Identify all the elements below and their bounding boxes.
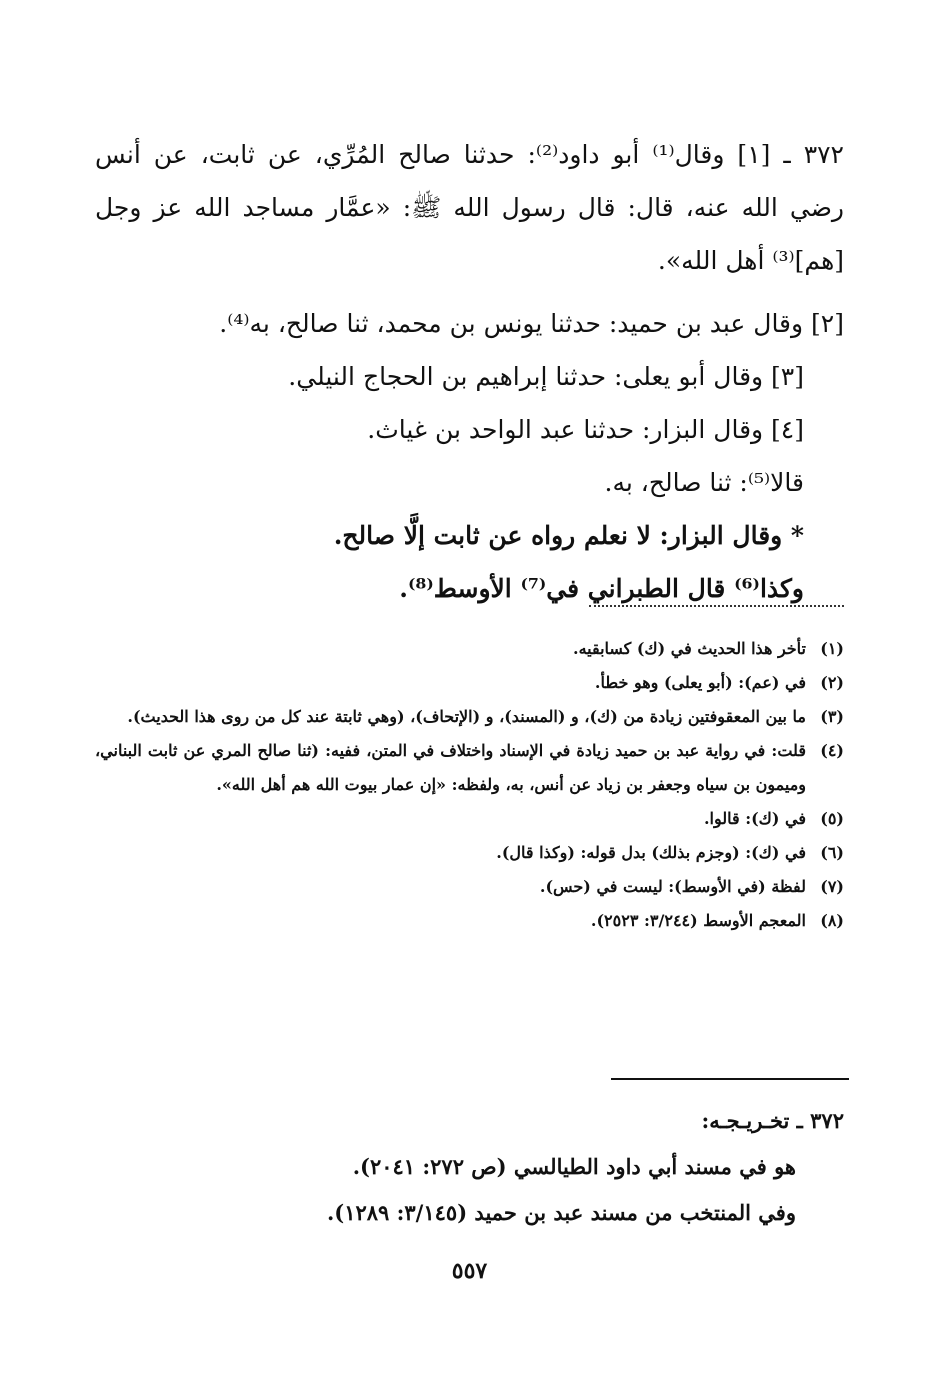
- footnotes: [95, 632, 844, 938]
- footnote: [95, 870, 844, 904]
- footnote-separator: [589, 605, 844, 607]
- footnote-number: (٤): [820, 741, 844, 760]
- page-number: ٥٥٧: [451, 1258, 488, 1284]
- footnote: [95, 666, 844, 700]
- footnote-text: في (ك): قالوا.: [703, 809, 806, 828]
- footnote-number: (٥): [820, 809, 844, 828]
- footnote-number: (٦): [820, 843, 844, 862]
- footnote-text: المعجم الأوسط (٣/٢٤٤: ٢٥٢٣).: [590, 911, 806, 930]
- section-divider: [611, 1078, 849, 1080]
- footnote-text: في (ك): (وجزم بذلك) بدل قوله: (وكذا قال).: [496, 843, 806, 862]
- takhrij-line: هو في مسند أبي داود الطيالسي (ص ٢٧٢: ٢٠٤١).: [352, 1154, 796, 1179]
- hadith-paragraph-3: [٣] وقال أبو يعلى: حدثنا إبراهيم بن الحجاج النيلي.: [288, 362, 804, 391]
- footnote-number: (٧): [820, 877, 844, 896]
- footnote-text: قلت: في رواية عبد بن حميد زيادة في الإسناد واختلاف في المتن، ففيه: (ثنا صالح المري عن ثابت البناني، وميمون بن سياه وجعفر بن زياد عن أنس، به، ولفظه: «إن عمار بيوت الله هم أهل الله».: [95, 741, 806, 794]
- footnote: [95, 734, 844, 802]
- footnote: [95, 904, 844, 938]
- footnote-text: تأخر هذا الحديث في (ك) كسابقيه.: [573, 639, 806, 658]
- takhrij-line: وفي المنتخب من مسند عبد بن حميد (٣/١٤٥: ١٢٨٩).: [326, 1200, 796, 1225]
- footnote-number: (٢): [820, 673, 844, 692]
- tabarani-comment: وكذا⁽⁶⁾ قال الطبراني في⁽⁷⁾ الأوسط⁽⁸⁾.: [399, 574, 804, 603]
- footnote-text: في (عم): (أبو يعلى) وهو خطأ.: [594, 673, 806, 692]
- takhrij-heading: ٣٧٢ ـ تخـريـجـه:: [701, 1108, 844, 1133]
- footnote-text: ما بين المعقوفتين زيادة من (ك)، و (المسند)، و (الإتحاف)، (وهي ثابتة عند كل من روى هذا الحديث).: [127, 707, 806, 726]
- hadith-paragraph-4: [٤] وقال البزار: حدثنا عبد الواحد بن غياث.: [367, 415, 804, 444]
- footnote: [95, 700, 844, 734]
- main-text: [95, 128, 844, 615]
- footnote-number: (١): [820, 639, 844, 658]
- hadith-paragraph-5: قالا⁽⁵⁾: ثنا صالح، به.: [604, 468, 804, 497]
- hadith-paragraph-1: ٣٧٢ ـ [١] وقال⁽¹⁾ أبو داود⁽²⁾: حدثنا صالح المُرِّي، عن ثابت، عن أنس رضي الله عنه، قال: قال رسول الله ﷺ: «عمَّار مساجد الله عز وجل [هم]⁽³⁾ أهل الله».: [95, 140, 844, 275]
- footnote-text: لفظة (في الأوسط): ليست في (حس).: [539, 877, 806, 896]
- footnote-number: (٨): [820, 911, 844, 930]
- takhrij-section: [95, 1098, 844, 1236]
- footnote: [95, 836, 844, 870]
- footnote: [95, 802, 844, 836]
- footnote-number: (٣): [820, 707, 844, 726]
- hadith-paragraph-2: [٢] وقال عبد بن حميد: حدثنا يونس بن محمد، ثنا صالح، به⁽⁴⁾.: [219, 309, 844, 338]
- footnote: [95, 632, 844, 666]
- bazzar-comment: * وقال البزار: لا نعلم رواه عن ثابت إلَّا صالح.: [333, 521, 804, 550]
